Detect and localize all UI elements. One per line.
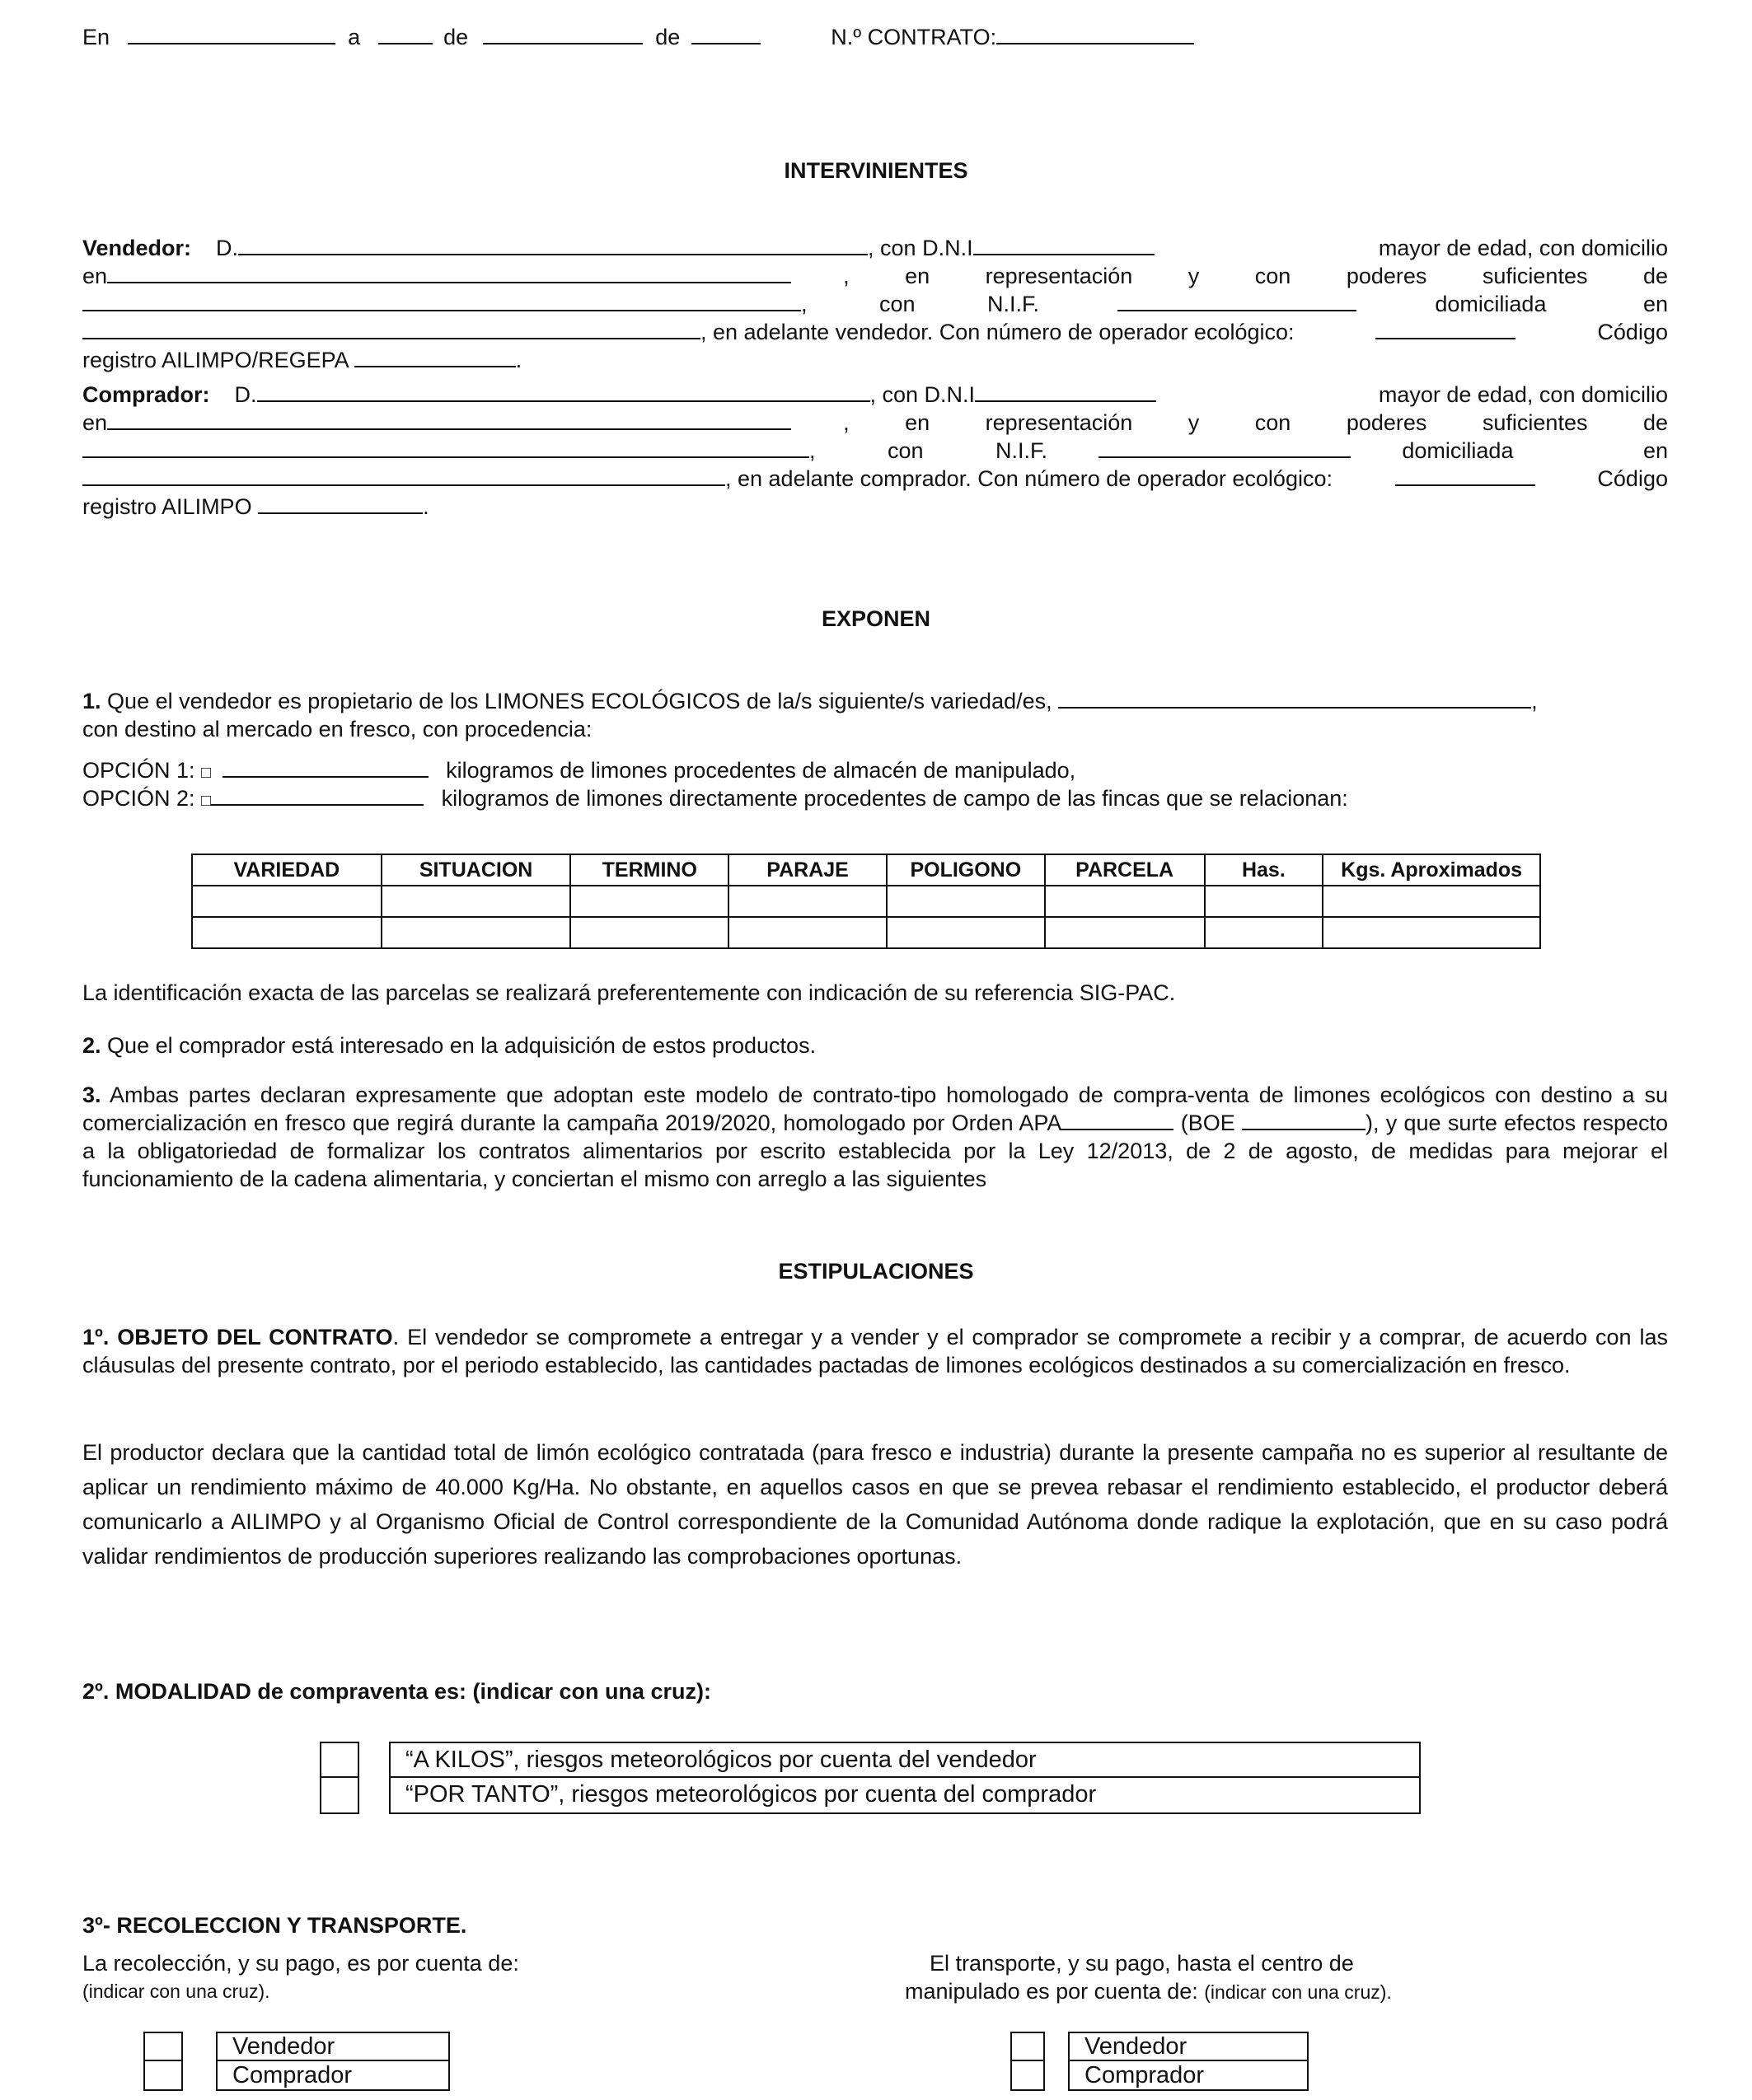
buyer-codigo: Código [1597,466,1668,491]
option-2-checkbox[interactable]: □ [201,792,212,810]
buyer-company-address-field[interactable] [82,465,725,486]
seller-operator-field[interactable] [1375,318,1515,339]
header-en: En [82,25,110,49]
boe-field[interactable] [1242,1109,1366,1130]
seller-mayor: mayor de edad, con domicilio [1378,236,1668,260]
table-cell[interactable] [1205,886,1323,917]
seller-registry-field[interactable] [354,346,516,367]
buyer-dni-field[interactable] [975,381,1156,402]
table-header-row [192,854,1540,886]
transport-label-note: (indicar con una cruz). [1204,1981,1392,2003]
harvest-seller-option: Vendedor [216,2032,450,2061]
contract-header [82,23,1194,51]
harvest-buyer-option: Comprador [216,2060,450,2091]
column-header: POLIGONO [887,854,1045,886]
exponen-1-text: Que el vendedor es propietario de los LIMONES ECOLÓGICOS de la/s siguiente/s variedad/es, [107,689,1052,713]
exponen-1-number: 1. [82,689,101,713]
a-kilos-option: “A KILOS”, riesgos meteorológicos por cuenta del vendedor [389,1742,1421,1778]
option-1-row [82,756,1668,787]
buyer-name-field[interactable] [257,381,870,402]
table-cell[interactable] [728,917,887,948]
seller-name-field[interactable] [238,234,868,255]
seller-operator-label: , en adelante vendedor. Con número de operador ecológico: [700,320,1295,344]
option-2-row [82,784,1668,815]
seller-company-address-field[interactable] [82,318,700,339]
buyer-registry-field[interactable] [258,493,423,514]
stipulation-2-title [82,1677,1668,1705]
seller-address-field[interactable] [107,262,791,283]
header-de2: de [655,25,681,49]
sigpac-note: La identificación exacta de las parcelas se realizará preferentemente con indicación de su referencia SIG-PAC. [82,980,1176,1005]
transport-label-line-1: El transporte, y su pago, hasta el centro de [930,1951,1354,1976]
option-1-label: OPCIÓN 1: [82,758,195,783]
option-1-checkbox[interactable]: □ [201,764,212,782]
header-de1: de [443,25,469,49]
seller-line-1 [82,234,1668,262]
por-tanto-checkbox[interactable] [320,1776,359,1814]
option-1-text: kilogramos de limones procedentes de almacén de manipulado, [446,758,1076,783]
buyer-address-field[interactable] [107,409,791,430]
table-row [192,917,1540,948]
option-2-label: OPCIÓN 2: [82,786,195,811]
transport-buyer-checkbox[interactable] [1010,2060,1045,2091]
buyer-dot: . [423,494,429,519]
transport-label-line-2 [905,1977,1392,2006]
seller-en: en [82,264,108,288]
buyer-line-4 [82,465,1668,493]
place-field[interactable] [128,23,335,44]
transport-seller-checkbox[interactable] [1010,2032,1045,2061]
table-cell[interactable] [1205,917,1323,948]
estipulaciones-title: ESTIPULACIONES [778,1259,974,1284]
seller-dot: . [515,348,522,372]
table-cell[interactable] [1323,886,1540,917]
exponen-1-line-2: con destino al mercado en fresco, con procedencia: [82,717,593,741]
seller-line-5 [82,346,1668,374]
buyer-mayor: mayor de edad, con domicilio [1378,382,1668,407]
contract-number-field[interactable] [996,23,1194,44]
seller-codigo: Código [1597,320,1668,344]
buyer-en: en [82,410,108,435]
stipulation-2-title-text: 2º. MODALIDAD de compraventa es: (indicar con una cruz): [82,1679,711,1704]
table-cell[interactable] [1045,917,1205,948]
table-cell[interactable] [192,917,382,948]
buyer-label: Comprador: [82,382,210,407]
exponen-3 [82,1081,1668,1193]
column-header: SITUACION [382,854,571,886]
buyer-dni-label: , con D.N.I [869,382,976,407]
buyer-representation: , en representación y con poderes suficientes de [843,410,1668,435]
por-tanto-option: “POR TANTO”, riesgos meteorológicos por cuenta del comprador [389,1776,1421,1814]
exponen-2-text: Que el comprador está interesado en la adquisición de estos productos. [107,1033,817,1058]
harvest-buyer-checkbox[interactable] [143,2060,183,2091]
table-cell[interactable] [382,886,571,917]
buyer-company-field[interactable] [82,437,809,458]
table-cell[interactable] [728,886,887,917]
option-2-kilos-field[interactable] [211,784,424,806]
parcels-table [191,854,1541,949]
seller-dni-field[interactable] [973,234,1155,255]
buyer-line-2 [82,409,1668,437]
transport-seller-option: Vendedor [1068,2032,1309,2061]
column-header: Has. [1205,854,1323,886]
buyer-operator-field[interactable] [1395,465,1535,486]
stipulation-3-title [82,1911,1668,1939]
exponen-title: EXPONEN [821,606,931,631]
table-cell[interactable] [570,917,728,948]
table-cell[interactable] [570,886,728,917]
exponen-3-text-b: ), y que surte efectos respecto a la obligatoriedad de formalizar los contratos alimentarios por escrito establecida por la Ley 12/2013, de 2 de agosto, de medidas para mejorar el funcionamiento de la cadena alimentaria, y conciertan el mismo con arreglo a las siguientes [82,1111,1669,1191]
seller-line-4 [82,318,1668,346]
buyer-nif-label: , con N.I.F. [809,438,1048,463]
exponen-1-comma: , [1531,689,1538,713]
column-header: TERMINO [570,854,728,886]
month-field[interactable] [483,23,643,44]
table-cell[interactable] [382,917,571,948]
buyer-domiciliada: domiciliada en [1402,438,1668,463]
option-1-kilos-field[interactable] [223,756,429,778]
seller-d: D. [216,236,239,260]
seller-line-3 [82,290,1668,318]
seller-label: Vendedor: [82,236,192,260]
header-a: a [348,25,361,49]
buyer-nif-field[interactable] [1099,437,1351,458]
buyer-line-3 [82,437,1668,465]
year-field[interactable] [691,23,761,44]
buyer-line-5 [82,493,1668,521]
exponen-2-number: 2. [82,1033,101,1058]
stipulation-1-text: . El vendedor se compromete a entregar y a vender y el comprador se compromete a recibir y a comprar, de acuerdo con las cláusulas del presente contrato, por el periodo establecido, las cantidades pactadas de limones ecológicos destinados a su comercialización en fresco. [82,1325,1668,1377]
harvest-label-line-2: (indicar con una cruz). [82,1981,270,2002]
contract-number-label: N.º CONTRATO: [831,25,997,49]
orden-apa-field[interactable] [1061,1109,1173,1130]
column-header: PARCELA [1045,854,1205,886]
intervinientes-title: INTERVINIENTES [784,158,968,183]
table-row [192,886,1540,917]
exponen-1-line-1 [82,687,1668,715]
option-2-text: kilogramos de limones directamente procedentes de campo de las fincas que se relacionan: [441,786,1348,811]
day-field[interactable] [378,23,433,44]
table-cell[interactable] [1045,886,1205,917]
stipulation-1-title: 1º. OBJETO DEL CONTRATO [82,1325,393,1349]
table-cell[interactable] [1323,917,1540,948]
seller-nif-field[interactable] [1117,290,1356,311]
seller-dni-label: , con D.N.I [868,236,973,260]
transport-buyer-option: Comprador [1068,2060,1309,2091]
a-kilos-checkbox[interactable] [320,1742,359,1778]
exponen-3-text-a: Ambas partes declaran expresamente que adoptan este modelo de contrato-tipo homologado de compra-venta de limones ecológicos con destino a su comercialización en fresco que regirá durante la campaña 2019/2020, homologado por Orden APA [82,1083,1668,1135]
seller-company-field[interactable] [82,290,801,311]
harvest-seller-checkbox[interactable] [143,2032,183,2061]
column-header: Kgs. Aproximados [1323,854,1540,886]
buyer-operator-label: , en adelante comprador. Con número de operador ecológico: [725,466,1333,491]
seller-registry-label: registro AILIMPO/REGEPA [82,348,349,372]
harvest-label-line-1: La recolección, y su pago, es por cuenta de: [82,1951,519,1976]
exponen-3-number: 3. [82,1083,101,1107]
buyer-line-1 [82,381,1668,409]
variety-field[interactable] [1058,687,1531,709]
exponen-2 [82,1031,1668,1059]
stipulation-1 [82,1323,1668,1379]
seller-representation: , en representación y con poderes suficientes de [843,264,1668,288]
seller-domiciliada: domiciliada en [1435,292,1668,316]
table-cell[interactable] [887,917,1045,948]
buyer-registry-label: registro AILIMPO [82,494,252,519]
table-cell[interactable] [192,886,382,917]
column-header: PARAJE [728,854,887,886]
seller-nif-label: , con N.I.F. [801,292,1040,316]
table-cell[interactable] [887,886,1045,917]
exponen-3-boe: (BOE [1180,1111,1235,1135]
buyer-d: D. [234,382,257,407]
stipulation-1-paragraph-2: El productor declara que la cantidad total de limón ecológico contratada (para fresco e industria) durante la presente campaña no es superior al resultante de aplicar un rendimiento máximo de 40.000 Kg/Ha. No obstante, en aquellos casos en que se prevea rebasar el rendimiento establecido, el productor deberá comunicarlo a AILIMPO y al Organismo Oficial de Control correspondiente de la Comunidad Autónoma donde radique la explotación, que en su caso podrá validar rendimientos de producción superiores realizando las comprobaciones oportunas. [82,1440,1668,1569]
seller-line-2 [82,262,1668,290]
transport-label-text: manipulado es por cuenta de: [905,1979,1198,2004]
stipulation-3-title-text: 3º- RECOLECCION Y TRANSPORTE. [82,1913,467,1938]
column-header: VARIEDAD [192,854,382,886]
